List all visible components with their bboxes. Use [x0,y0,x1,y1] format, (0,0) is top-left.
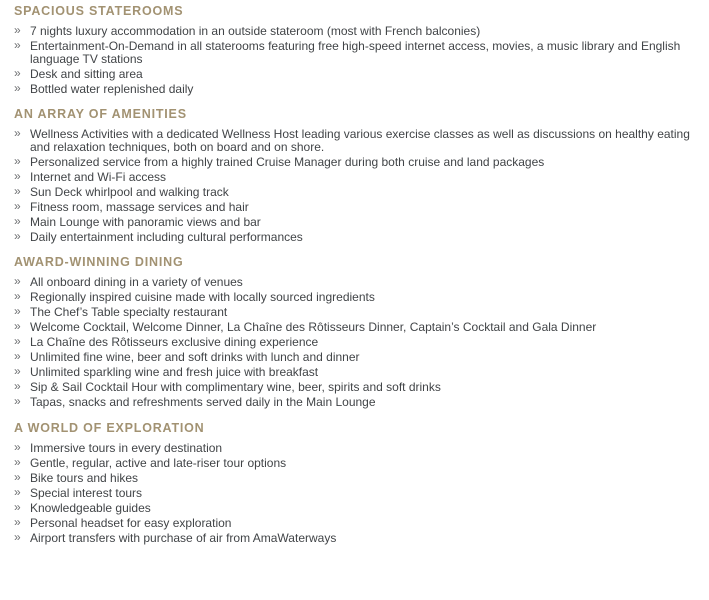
list-item-text: Unlimited sparkling wine and fresh juice with breakfast [30,365,319,379]
list-item-text: La Chaîne des Rôtisseurs exclusive dining experience [30,335,319,349]
section-title: A WORLD OF EXPLORATION [14,420,205,435]
list-item-text: Gentle, regular, active and late-riser tour options [30,455,287,470]
chevron-bullet-icon: » [14,213,21,228]
list-item-text: Unlimited fine wine, beer and soft drinks with lunch and dinner [30,350,360,364]
chevron-bullet-icon: » [14,38,21,52]
list-item-text: Special interest tours [30,485,143,500]
chevron-bullet-icon: » [14,364,21,378]
chevron-bullet-icon: » [14,529,21,544]
list-item [14,213,690,229]
section-title: AWARD-WINNING DINING [14,255,184,269]
chevron-bullet-icon: » [14,469,21,484]
list-item [14,25,690,38]
chevron-bullet-icon: » [14,484,21,499]
list-item [14,499,690,515]
chevron-bullet-icon: » [14,334,21,348]
section [14,421,695,545]
list-item [14,80,690,96]
list-item-text: Personal headset for easy exploration [30,515,232,530]
list-item [14,153,690,169]
section [14,255,695,409]
chevron-bullet-icon: » [14,454,21,469]
list-item-text: Desk and sitting area [30,66,143,81]
list-item-text: Knowledgeable guides [30,500,151,515]
section-title: SPACIOUS STATEROOMS [14,4,184,18]
list-item-text: Regionally inspired cuisine made with locally sourced ingredients [30,290,375,304]
chevron-bullet-icon: » [14,499,21,514]
list-item [14,484,690,500]
list-item [14,439,690,455]
list-item-text: Fitness room, massage services and hair [30,199,249,214]
chevron-bullet-icon: » [14,183,21,198]
chevron-bullet-icon: » [14,65,21,80]
section-list [14,276,695,409]
list-item-text: Airport transfers with purchase of air from AmaWaterways [30,530,337,545]
list-item-text: Entertainment-On-Demand in all staterooms featuring free high-speed internet access, movies, a music library and English language TV stations [30,39,681,66]
list-item [14,336,690,349]
list-item [14,40,690,65]
chevron-bullet-icon: » [14,80,21,95]
list-item-text: The Chef’s Table specialty restaurant [30,305,228,319]
chevron-bullet-icon: » [14,168,21,183]
section-list [14,25,695,95]
list-item [14,306,690,319]
chevron-bullet-icon: » [14,349,21,363]
section-list [14,439,695,545]
list-item [14,321,690,334]
list-item [14,183,690,199]
list-item-text: Internet and Wi-Fi access [30,169,167,184]
list-item [14,128,690,153]
list-item [14,454,690,470]
chevron-bullet-icon: » [14,514,21,529]
section [14,107,695,243]
chevron-bullet-icon: » [14,304,21,318]
list-item [14,514,690,530]
list-item [14,198,690,214]
chevron-bullet-icon: » [14,439,21,454]
list-item-text: Bottled water replenished daily [30,81,194,96]
chevron-bullet-icon: » [14,153,21,168]
section [14,4,695,95]
list-item-text: Main Lounge with panoramic views and bar [30,214,261,229]
list-item [14,291,690,304]
list-item [14,469,690,485]
list-item-text: Sip & Sail Cocktail Hour with complimentary wine, beer, spirits and soft drinks [30,380,441,394]
list-item-text: Immersive tours in every destination [30,440,223,455]
chevron-bullet-icon: » [14,23,21,37]
list-item [14,396,690,409]
list-item-text: Sun Deck whirlpool and walking track [30,184,229,199]
list-item [14,366,690,379]
list-item-text: 7 nights luxury accommodation in an outside stateroom (most with French balconies) [30,24,481,38]
list-item-text: Wellness Activities with a dedicated Wellness Host leading various exercise classes as well as discussions on healthy eating and relaxation techniques, both on board and on shore. [30,127,690,154]
chevron-bullet-icon: » [14,319,21,333]
chevron-bullet-icon: » [14,198,21,213]
section-title: AN ARRAY OF AMENITIES [14,107,187,121]
list-item [14,228,690,244]
list-item-text: Tapas, snacks and refreshments served daily in the Main Lounge [30,395,376,409]
chevron-bullet-icon: » [14,274,21,288]
list-item-text: Personalized service from a highly trained Cruise Manager during both cruise and land packages [30,154,545,169]
section-list [14,128,695,243]
list-item [14,381,690,394]
list-item [14,168,690,184]
chevron-bullet-icon: » [14,379,21,393]
list-item [14,351,690,364]
list-item [14,276,690,289]
list-item [14,65,690,81]
chevron-bullet-icon: » [14,228,21,243]
list-item [14,529,690,545]
list-item-text: Welcome Cocktail, Welcome Dinner, La Chaîne des Rôtisseurs Dinner, Captain’s Cocktail and Gala Dinner [30,320,597,334]
chevron-bullet-icon: » [14,126,21,140]
chevron-bullet-icon: » [14,394,21,408]
list-item-text: Bike tours and hikes [30,470,139,485]
list-item-text: All onboard dining in a variety of venues [30,275,243,289]
list-item-text: Daily entertainment including cultural performances [30,229,303,244]
chevron-bullet-icon: » [14,289,21,303]
